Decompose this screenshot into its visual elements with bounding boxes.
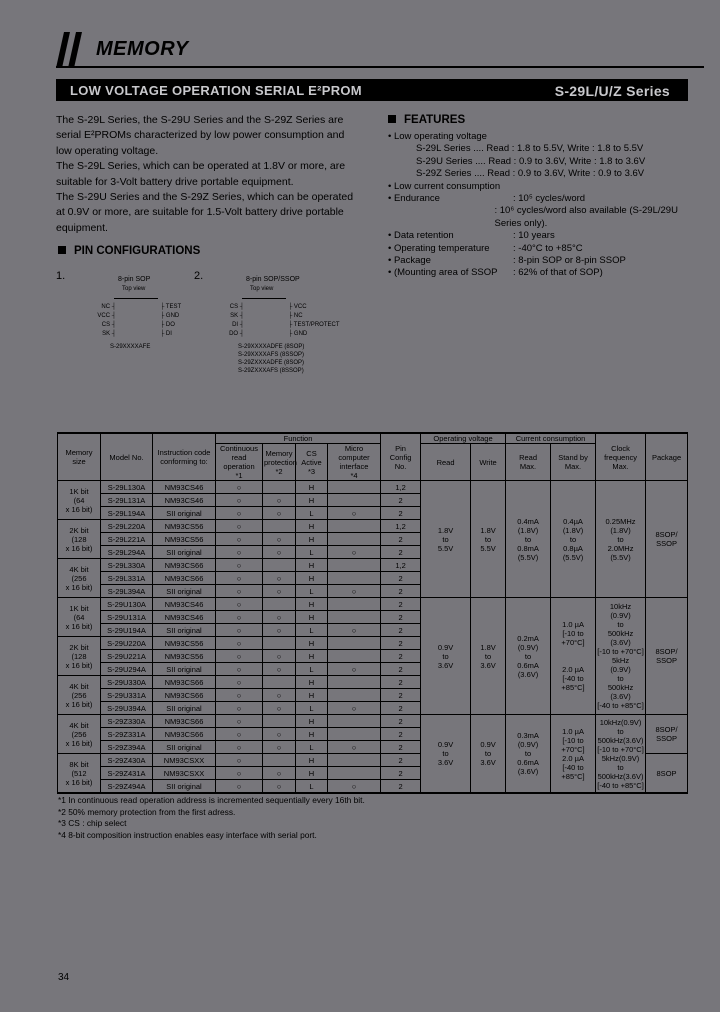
pin-config-cell: 2 [381,715,421,728]
brand-title: MEMORY [96,38,189,60]
model-no-cell: S-29L294A [101,546,153,559]
pin-label: ├ VCC [288,304,307,310]
model-no-cell: S-29U220A [101,637,153,650]
micro-interface-cell: ○ [328,546,381,559]
header-standby-max: Stand by Max. [551,444,596,481]
clock-frequency-cell: 10kHz (0.9V) to 500kHz (3.6V) [-10 to +70°C] 5kHz (0.9V) to 500kHz (3.6V) [-40 to +85°C] [596,598,646,715]
header-operating-voltage: Operating voltage [421,433,506,444]
cs-active-cell: L [296,741,328,754]
continuous-read-cell: ○ [216,624,263,637]
ic-package [242,298,286,300]
view-label: Top view [250,286,274,292]
feature-label: Low operating voltage [393,131,487,142]
read-voltage-cell: 1.8V to 5.5V [421,481,471,598]
header-read-max: Read Max. [506,444,551,481]
pin-config-cell: 1,2 [381,520,421,533]
header-clock-frequency: Clock frequency Max. [596,433,646,481]
pin-label: DO ┤ [229,331,244,337]
model-no-cell: S-29U194A [101,624,153,637]
feature-key [388,205,494,230]
pin-config-cell: 2 [381,650,421,663]
micro-interface-cell [328,598,381,611]
continuous-read-cell: ○ [216,546,263,559]
instruction-code-cell: NM93CS66 [153,728,216,741]
memory-size-cell: 2K bit (128 x 16 bit) [58,637,101,676]
continuous-read-cell: ○ [216,663,263,676]
memory-protection-cell [263,637,296,650]
cs-active-cell: L [296,507,328,520]
micro-interface-cell: ○ [328,780,381,794]
package-cell: 8SOP [646,754,688,794]
package-title: 8-pin SOP [118,276,151,283]
model-no-cell: S-29L394A [101,585,153,598]
continuous-read-cell: ○ [216,650,263,663]
memory-protection-cell [263,715,296,728]
view-label: Top view [122,286,146,292]
model-no-cell: S-29L221A [101,533,153,546]
continuous-read-cell: ○ [216,676,263,689]
model-no-cell: S-29Z394A [101,741,153,754]
feature-specs [388,193,698,280]
footnote: *2 50% memory protection from the first adress. [58,806,236,817]
cs-active-cell: H [296,520,328,533]
micro-interface-cell: ○ [328,663,381,676]
memory-size-cell: 1K bit (64 x 16 bit) [58,598,101,637]
continuous-read-cell: ○ [216,507,263,520]
package-cell: 8SOP/ SSOP [646,481,688,598]
memory-protection-cell: ○ [263,780,296,794]
header-current-consumption: Current consumption [506,433,596,444]
micro-interface-cell [328,481,381,494]
micro-interface-cell [328,650,381,663]
pin-diagram [56,266,191,376]
pin-config-cell: 2 [381,741,421,754]
pin-config-cell: 2 [381,689,421,702]
model-no-cell: S-29L330A [101,559,153,572]
instruction-code-cell: NM93CS56 [153,637,216,650]
pin-label: ├ GND [160,313,180,319]
feature-value: : -40°C to +85°C [513,242,583,254]
instruction-code-cell: NM93CS56 [153,520,216,533]
title-banner [56,79,688,101]
table-row [58,481,688,494]
pin-label: ├ DI [160,331,172,337]
footnotes [58,795,365,841]
cs-active-cell: H [296,559,328,572]
feature-key: • Operating temperature [388,242,490,254]
footnote: *1 In continuous read operation address is incremented sequentially every 16th bit. [58,795,365,805]
micro-interface-cell [328,520,381,533]
pin-label: NC ┤ [101,304,116,310]
micro-interface-cell [328,533,381,546]
memory-size-cell: 2K bit (128 x 16 bit) [58,520,101,559]
memory-protection-cell: ○ [263,702,296,715]
pin-config-diagrams [56,266,340,376]
continuous-read-cell: ○ [216,741,263,754]
memory-protection-cell: ○ [263,611,296,624]
cs-active-cell: H [296,637,328,650]
cs-active-cell: H [296,572,328,585]
table-row [58,715,688,728]
memory-protection-cell: ○ [263,767,296,780]
micro-interface-cell: ○ [328,624,381,637]
continuous-read-cell: ○ [216,715,263,728]
package-title: 8-pin SOP/SSOP [246,276,300,283]
micro-interface-cell [328,767,381,780]
instruction-code-cell: NM93CS46 [153,481,216,494]
feature-label: Low current consumption [393,180,501,192]
feature-item: • Low current consumption [388,180,501,192]
instruction-code-cell: NM93CS66 [153,572,216,585]
series-name: S-29L/U/Z Series [554,83,670,99]
pin-config-cell: 2 [381,702,421,715]
header-write-voltage: Write [471,444,506,481]
pin-config-cell: 2 [381,663,421,676]
heading-text: PIN CONFIGURATIONS [74,245,201,257]
instruction-code-cell: NM93CSXX [153,754,216,767]
model-no-cell: S-29L220A [101,520,153,533]
clock-frequency-cell: 0.25MHz (1.8V) to 2.0MHz (5.5V) [596,481,646,598]
feature-value: : 10⁵ cycles/word [513,193,586,205]
pin-config-cell: 2 [381,754,421,767]
micro-interface-cell: ○ [328,741,381,754]
memory-protection-cell [263,676,296,689]
header-package: Package [646,433,688,481]
feature-value: : 10 years [513,230,555,242]
instruction-code-cell: NM93CS56 [153,650,216,663]
micro-interface-cell [328,676,381,689]
memory-protection-cell: ○ [263,494,296,507]
intro-text [56,113,356,236]
pin-config-cell: 2 [381,728,421,741]
pin-config-cell: 1,2 [381,559,421,572]
instruction-code-cell: NM93CS66 [153,715,216,728]
pin-label: ├ TEST/PROTECT [288,322,340,328]
continuous-read-cell: ○ [216,702,263,715]
micro-interface-cell [328,728,381,741]
cs-active-cell: H [296,715,328,728]
continuous-read-cell: ○ [216,585,263,598]
standby-max-cell: 1.0 µA [-10 to +70°C] 2.0 µA [-40 to +85°C] [551,598,596,715]
instruction-code-cell: NM93CS66 [153,689,216,702]
clock-frequency-cell: 10kHz(0.9V) to 500kHz(3.6V) [-10 to +70°C] 5kHz(0.9V) to 500kHz(3.6V) [-40 to +85°C] [596,715,646,794]
feature-item [388,205,698,230]
cs-active-cell: H [296,611,328,624]
product-table [57,432,687,794]
cs-active-cell: H [296,481,328,494]
instruction-code-cell: NM93CS46 [153,598,216,611]
instruction-code-cell: SII original [153,780,216,794]
feature-value: : 8-pin SOP or 8-pin SSOP [513,255,626,267]
spec-table [57,432,688,794]
micro-interface-cell [328,494,381,507]
continuous-read-cell: ○ [216,780,263,794]
intro-paragraph: The S-29L Series, which can be operated at 1.8V or more, are suitable for 3-Volt battery drive portable equipment. [56,160,346,188]
intro-paragraph: The S-29U Series and the S-29Z Series, which can be operated at 0.9V or more, are suitable for 1.5-Volt battery drive portable equipment. [56,191,354,234]
memory-protection-cell: ○ [263,650,296,663]
memory-protection-cell: ○ [263,689,296,702]
feature-subitem: S-29U Series .... Read : 0.9 to 3.6V, Write : 1.8 to 3.6V [416,155,646,167]
logo-bars-icon [56,32,96,68]
continuous-read-cell: ○ [216,572,263,585]
pin-config-heading [58,245,200,257]
pin-config-cell: 2 [381,507,421,520]
micro-interface-cell [328,754,381,767]
feature-key: • Data retention [388,230,454,242]
memory-protection-cell: ○ [263,728,296,741]
instruction-code-cell: SII original [153,585,216,598]
continuous-read-cell: ○ [216,637,263,650]
features-list [388,131,698,280]
pin-config-cell: 2 [381,637,421,650]
model-no-cell: S-29U294A [101,663,153,676]
model-label: S-29ZXXXADFE (8SOP) [238,360,305,366]
instruction-code-cell: SII original [153,546,216,559]
read-voltage-cell: 0.9V to 3.6V [421,598,471,715]
feature-subitem: S-29Z Series .... Read : 0.9 to 3.6V, Write : 0.9 to 3.6V [416,168,645,180]
pin-config-cell: 2 [381,546,421,559]
micro-interface-cell [328,689,381,702]
pin-config-cell: 2 [381,585,421,598]
header-cs-active: CS Active *3 [296,444,328,481]
cs-active-cell: H [296,598,328,611]
model-no-cell: S-29U394A [101,702,153,715]
read-voltage-cell: 0.9V to 3.6V [421,715,471,794]
pin-label: DI ┤ [232,322,244,328]
header-memory-protection: Memory protection *2 [263,444,296,481]
model-no-cell: S-29L331A [101,572,153,585]
pin-label: CS ┤ [229,304,244,310]
model-no-cell: S-29U330A [101,676,153,689]
header-instruction-code: Instruction code conforming to: [153,433,216,481]
read-max-cell: 0.3mA (0.9V) to 0.6mA (3.6V) [506,715,551,794]
pin-label: SK ┤ [102,331,116,337]
continuous-read-cell: ○ [216,520,263,533]
memory-protection-cell: ○ [263,572,296,585]
instruction-code-cell: NM93CSXX [153,767,216,780]
instruction-code-cell: NM93CS66 [153,559,216,572]
model-label: S-29XXXXAFS (8SSOP) [238,352,305,358]
cs-active-cell: H [296,650,328,663]
pin-config-cell: 2 [381,624,421,637]
memory-size-cell: 1K bit (64 x 16 bit) [58,481,101,520]
memory-size-cell: 8K bit (512 x 16 bit) [58,754,101,794]
memory-protection-cell: ○ [263,533,296,546]
feature-key: • (Mounting area of SSOP [388,267,498,279]
instruction-code-cell: NM93CS46 [153,494,216,507]
feature-item [388,193,698,205]
memory-protection-cell [263,481,296,494]
model-no-cell: S-29Z331A [101,728,153,741]
model-label: S-29ZXXXAFS (8SSOP) [238,368,304,374]
cs-active-cell: H [296,689,328,702]
micro-interface-cell: ○ [328,507,381,520]
instruction-code-cell: SII original [153,663,216,676]
model-no-cell: S-29Z431A [101,767,153,780]
pin-config-cell: 2 [381,676,421,689]
header-continuous-read: Continuous read operation *1 [216,444,263,481]
continuous-read-cell: ○ [216,767,263,780]
header-function: Function [216,433,381,444]
micro-interface-cell [328,715,381,728]
model-no-cell: S-29U131A [101,611,153,624]
header-model-no: Model No. [101,433,153,481]
standby-max-cell: 0.4µA (1.8V) to 0.8µA (5.5V) [551,481,596,598]
model-no-cell: S-29Z430A [101,754,153,767]
pin-config-cell: 2 [381,611,421,624]
micro-interface-cell [328,637,381,650]
table-row [58,598,688,611]
pin-diagram [194,266,364,376]
model-no-cell: S-29Z494A [101,780,153,794]
pin-label: ├ DO [160,322,175,328]
diagram-number: 2. [194,270,204,282]
model-no-cell: S-29U331A [101,689,153,702]
intro-paragraph: The S-29L Series, the S-29U Series and the S-29Z Series are serial E²PROMs characterized by low power consumption and low operating voltage. [56,114,345,157]
continuous-read-cell: ○ [216,754,263,767]
cs-active-cell: H [296,494,328,507]
memory-protection-cell: ○ [263,507,296,520]
memory-protection-cell: ○ [263,741,296,754]
write-voltage-cell: 1.8V to 3.6V [471,598,506,715]
feature-value: : 10⁶ cycles/word also available (S-29L/29U Series only). [494,205,678,229]
table-header-row [58,433,688,444]
package-cell: 8SOP/ SSOP [646,598,688,715]
page-number: 34 [58,972,70,983]
memory-protection-cell: ○ [263,585,296,598]
continuous-read-cell: ○ [216,728,263,741]
pin-label: CS ┤ [101,322,116,328]
pin-label: ├ GND [288,331,308,337]
memory-protection-cell: ○ [263,546,296,559]
cs-active-cell: L [296,546,328,559]
cs-active-cell: L [296,624,328,637]
pin-config-cell: 2 [381,780,421,794]
cs-active-cell: H [296,728,328,741]
feature-item [388,230,698,242]
footnote: *4 8-bit composition instruction enables easy interface with serial port. [58,829,317,840]
memory-protection-cell: ○ [263,663,296,676]
feature-item [388,267,698,279]
pin-config-cell: 2 [381,494,421,507]
pin-config-cell: 2 [381,598,421,611]
continuous-read-cell: ○ [216,598,263,611]
pin-config-cell: 2 [381,533,421,546]
feature-item [388,243,698,255]
model-no-cell: S-29L194A [101,507,153,520]
instruction-code-cell: SII original [153,741,216,754]
memory-size-cell: 4K bit (256 x 16 bit) [58,715,101,754]
cs-active-cell: H [296,676,328,689]
write-voltage-cell: 1.8V to 5.5V [471,481,506,598]
model-no-cell: S-29U221A [101,650,153,663]
ic-package [114,298,158,300]
pin-config-cell: 2 [381,572,421,585]
bullet-square-icon [388,115,396,123]
pin-label: ├ TEST [160,304,182,310]
memory-protection-cell: ○ [263,624,296,637]
continuous-read-cell: ○ [216,689,263,702]
header-micro-interface: Micro computer interface *4 [328,444,381,481]
read-max-cell: 0.2mA (0.9V) to 0.6mA (3.6V) [506,598,551,715]
model-no-cell: S-29L130A [101,481,153,494]
micro-interface-cell [328,572,381,585]
cs-active-cell: L [296,702,328,715]
memory-size-cell: 4K bit (256 x 16 bit) [58,559,101,598]
pin-config-cell: 1,2 [381,481,421,494]
footnote: *3 CS : chip select [58,818,127,828]
cs-active-cell: L [296,780,328,794]
heading-text: FEATURES [404,114,466,126]
instruction-code-cell: NM93CS66 [153,676,216,689]
header-memory-size: Memory size [58,433,101,481]
memory-protection-cell [263,754,296,767]
cs-active-cell: H [296,767,328,780]
bullet-square-icon [58,246,66,254]
micro-interface-cell: ○ [328,585,381,598]
continuous-read-cell: ○ [216,481,263,494]
feature-value: : 62% of that of SOP) [513,267,603,279]
memory-protection-cell [263,598,296,611]
continuous-read-cell: ○ [216,494,263,507]
pin-label: ├ NC [288,313,303,319]
pin-config-cell: 2 [381,767,421,780]
write-voltage-cell: 0.9V to 3.6V [471,715,506,794]
instruction-code-cell: SII original [153,702,216,715]
pin-label: VCC ┤ [97,313,116,319]
micro-interface-cell [328,611,381,624]
model-no-cell: S-29U130A [101,598,153,611]
features-heading [388,114,465,126]
cs-active-cell: H [296,754,328,767]
continuous-read-cell: ○ [216,559,263,572]
model-no-cell: S-29L131A [101,494,153,507]
model-label: S-29XXXXAFE [110,344,151,350]
instruction-code-cell: NM93CS46 [153,611,216,624]
memory-size-cell: 4K bit (256 x 16 bit) [58,676,101,715]
header-rule [56,66,704,68]
model-label: S-29XXXXADFE (8SOP) [238,344,305,350]
model-no-cell: S-29Z330A [101,715,153,728]
diagram-number: 1. [56,270,66,282]
continuous-read-cell: ○ [216,611,263,624]
cs-active-cell: H [296,533,328,546]
feature-subitem: S-29L Series .... Read : 1.8 to 5.5V, Write : 1.8 to 5.5V [416,143,644,155]
pin-label: SK ┤ [230,313,244,319]
cs-active-cell: L [296,663,328,676]
cs-active-cell: L [296,585,328,598]
memory-protection-cell [263,520,296,533]
instruction-code-cell: SII original [153,624,216,637]
banner-title: LOW VOLTAGE OPERATION SERIAL E²PROM [70,83,362,98]
feature-item [388,255,698,267]
continuous-read-cell: ○ [216,533,263,546]
micro-interface-cell: ○ [328,702,381,715]
standby-max-cell: 1.0 µA [-10 to +70°C] 2.0 µA [-40 to +85°C] [551,715,596,794]
package-cell: 8SOP/ SSOP [646,715,688,754]
feature-item: • Low operating voltage [388,131,487,142]
feature-key: • Package [388,255,431,267]
read-max-cell: 0.4mA (1.8V) to 0.8mA (5.5V) [506,481,551,598]
header-read-voltage: Read [421,444,471,481]
memory-protection-cell [263,559,296,572]
header-pin-config: Pin Config No. [381,433,421,481]
instruction-code-cell: NM93CS56 [153,533,216,546]
instruction-code-cell: SII original [153,507,216,520]
micro-interface-cell [328,559,381,572]
feature-key: • Endurance [388,193,440,205]
